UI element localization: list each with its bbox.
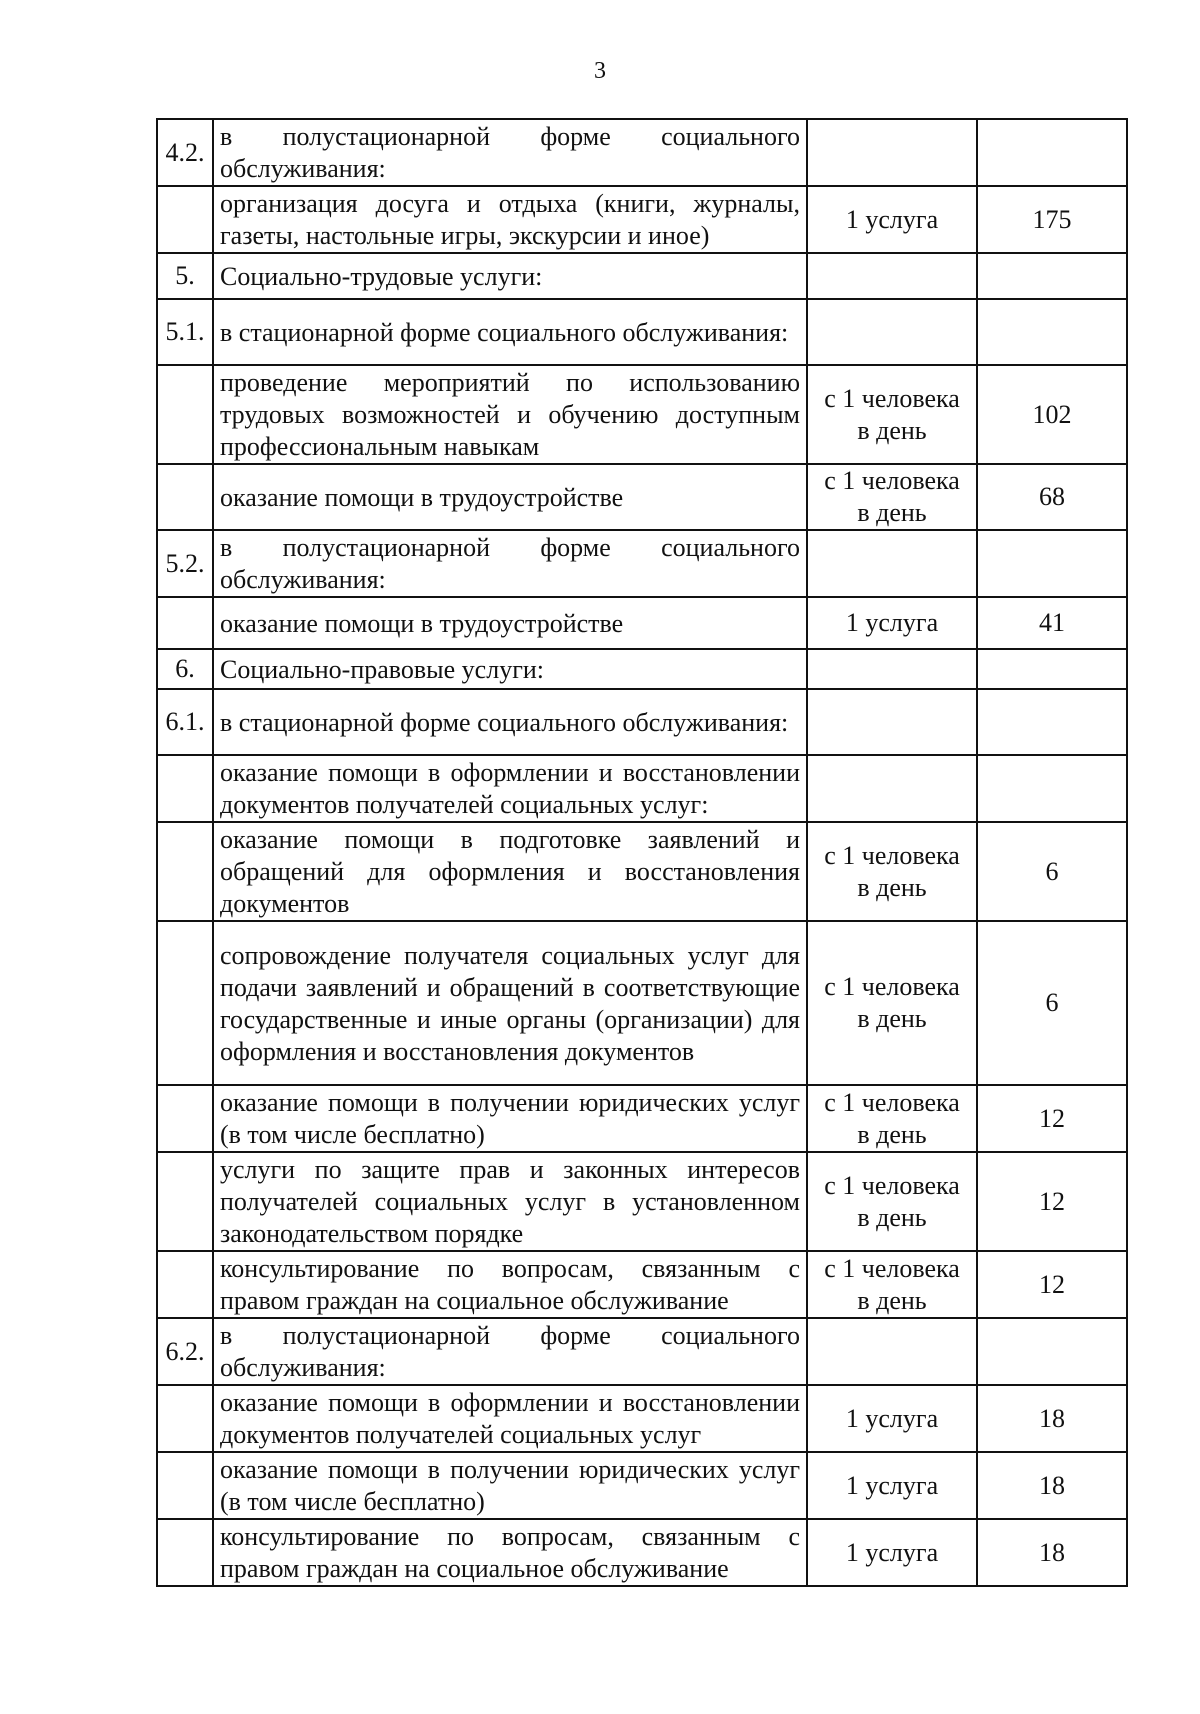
row-number — [157, 186, 213, 253]
unit-cell — [807, 921, 977, 1085]
table-row — [157, 1152, 1127, 1251]
table-row — [157, 299, 1127, 365]
value-cell — [977, 689, 1127, 755]
table-row — [157, 1385, 1127, 1452]
table-row — [157, 1318, 1127, 1385]
unit-cell — [807, 1152, 977, 1251]
unit-line: с 1 человека — [824, 1253, 960, 1283]
unit-cell — [807, 689, 977, 755]
table-row — [157, 921, 1127, 1085]
unit-line: в день — [857, 498, 927, 527]
unit-cell — [807, 1452, 977, 1519]
value-cell: 18 — [977, 1385, 1127, 1452]
service-description: в стационарной форме социального обслуживания: — [213, 689, 807, 755]
table-row — [157, 689, 1127, 755]
unit-cell — [807, 1519, 977, 1586]
unit-cell — [807, 822, 977, 921]
service-description: оказание помощи в подготовке заявлений и обращений для оформления и восстановления документов — [213, 822, 807, 921]
value-cell — [977, 253, 1127, 299]
value-cell: 12 — [977, 1152, 1127, 1251]
value-cell — [977, 119, 1127, 186]
unit-cell — [807, 1085, 977, 1152]
value-cell: 102 — [977, 365, 1127, 464]
row-number — [157, 822, 213, 921]
value-cell: 41 — [977, 597, 1127, 649]
unit-cell — [807, 1318, 977, 1385]
unit-cell — [807, 119, 977, 186]
service-description: оказание помощи в трудоустройстве — [213, 597, 807, 649]
value-cell: 12 — [977, 1251, 1127, 1318]
table-row — [157, 597, 1127, 649]
unit-cell — [807, 186, 977, 253]
value-cell: 18 — [977, 1452, 1127, 1519]
value-cell: 175 — [977, 186, 1127, 253]
unit-line: 1 услуга — [845, 1403, 939, 1433]
unit-cell — [807, 649, 977, 689]
row-number: 6.1. — [157, 689, 213, 755]
value-cell: 68 — [977, 464, 1127, 530]
unit-cell — [807, 1385, 977, 1452]
unit-line: 1 услуга — [845, 608, 939, 637]
row-number — [157, 1085, 213, 1152]
row-number: 6.2. — [157, 1318, 213, 1385]
value-cell: 6 — [977, 822, 1127, 921]
table-row — [157, 649, 1127, 689]
row-number — [157, 464, 213, 530]
service-description: консультирование по вопросам, связанным с правом граждан на социальное обслуживание — [213, 1251, 807, 1318]
table-row — [157, 1519, 1127, 1586]
row-number: 5.1. — [157, 299, 213, 365]
row-number — [157, 1385, 213, 1452]
table-row — [157, 119, 1127, 186]
row-number — [157, 1251, 213, 1318]
table-row — [157, 186, 1127, 253]
unit-line: с 1 человека — [824, 1087, 960, 1117]
value-cell — [977, 1318, 1127, 1385]
unit-line: с 1 человека — [824, 383, 960, 413]
row-number — [157, 921, 213, 1085]
table-row — [157, 822, 1127, 921]
unit-cell — [807, 597, 977, 649]
unit-cell — [807, 530, 977, 597]
value-cell — [977, 755, 1127, 822]
service-description: Социально-трудовые услуги: — [213, 253, 807, 299]
table-row — [157, 530, 1127, 597]
service-description: оказание помощи в трудоустройстве — [213, 464, 807, 530]
unit-cell — [807, 1251, 977, 1318]
unit-line: 1 услуга — [845, 1537, 939, 1567]
row-number — [157, 1152, 213, 1251]
unit-cell — [807, 299, 977, 365]
service-description: проведение мероприятий по использованию трудовых возможностей и обучению доступным профессиональным навыкам — [213, 365, 807, 464]
service-description: сопровождение получателя социальных услуг для подачи заявлений и обращений в соответствующие государственные и иные органы (организации) для оформления и восстановления документов — [213, 921, 807, 1085]
service-description: организация досуга и отдыха (книги, журналы, газеты, настольные игры, экскурсии и иное) — [213, 186, 807, 253]
value-cell: 6 — [977, 921, 1127, 1085]
row-number: 5.2. — [157, 530, 213, 597]
row-number — [157, 365, 213, 464]
service-description: услуги по защите прав и законных интересов получателей социальных услуг в установленном законодательством порядке — [213, 1152, 807, 1251]
unit-cell — [807, 253, 977, 299]
row-number: 4.2. — [157, 119, 213, 186]
unit-line: с 1 человека — [824, 840, 960, 870]
table-row — [157, 1085, 1127, 1152]
value-cell: 12 — [977, 1085, 1127, 1152]
row-number — [157, 755, 213, 822]
unit-cell — [807, 755, 977, 822]
unit-line: 1 услуга — [845, 1470, 939, 1500]
table-row — [157, 755, 1127, 822]
unit-line: в день — [857, 1119, 927, 1149]
row-number — [157, 1519, 213, 1586]
row-number: 6. — [157, 649, 213, 689]
unit-line: с 1 человека — [824, 466, 960, 495]
unit-line: с 1 человека — [824, 1170, 960, 1200]
service-description: оказание помощи в получении юридических услуг (в том числе бесплатно) — [213, 1085, 807, 1152]
row-number: 5. — [157, 253, 213, 299]
services-table — [156, 118, 1128, 1587]
table-row — [157, 464, 1127, 530]
unit-cell — [807, 464, 977, 530]
service-description: в полустационарной форме социального обслуживания: — [213, 119, 807, 186]
value-cell: 18 — [977, 1519, 1127, 1586]
value-cell — [977, 649, 1127, 689]
value-cell — [977, 299, 1127, 365]
row-number — [157, 597, 213, 649]
table-row — [157, 365, 1127, 464]
table-row — [157, 253, 1127, 299]
page-number: 3 — [594, 58, 606, 84]
unit-line: в день — [857, 1004, 927, 1033]
service-description: Социально-правовые услуги: — [213, 649, 807, 689]
unit-line: в день — [857, 1285, 927, 1315]
service-description: в стационарной форме социального обслуживания: — [213, 299, 807, 365]
unit-line: 1 услуга — [845, 204, 939, 234]
value-cell — [977, 530, 1127, 597]
table-row — [157, 1251, 1127, 1318]
row-number — [157, 1452, 213, 1519]
unit-line: в день — [857, 415, 927, 445]
service-description: оказание помощи в оформлении и восстановлении документов получателей социальных услуг: — [213, 755, 807, 822]
unit-line: в день — [857, 1202, 927, 1232]
unit-line: с 1 человека — [824, 972, 960, 1001]
unit-cell — [807, 365, 977, 464]
service-description: оказание помощи в оформлении и восстановлении документов получателей социальных услуг — [213, 1385, 807, 1452]
service-description: в полустационарной форме социального обслуживания: — [213, 530, 807, 597]
service-description: оказание помощи в получении юридических услуг (в том числе бесплатно) — [213, 1452, 807, 1519]
service-description: консультирование по вопросам, связанным с правом граждан на социальное обслуживание — [213, 1519, 807, 1586]
unit-line: в день — [857, 872, 927, 902]
table-row — [157, 1452, 1127, 1519]
service-description: в полустационарной форме социального обслуживания: — [213, 1318, 807, 1385]
